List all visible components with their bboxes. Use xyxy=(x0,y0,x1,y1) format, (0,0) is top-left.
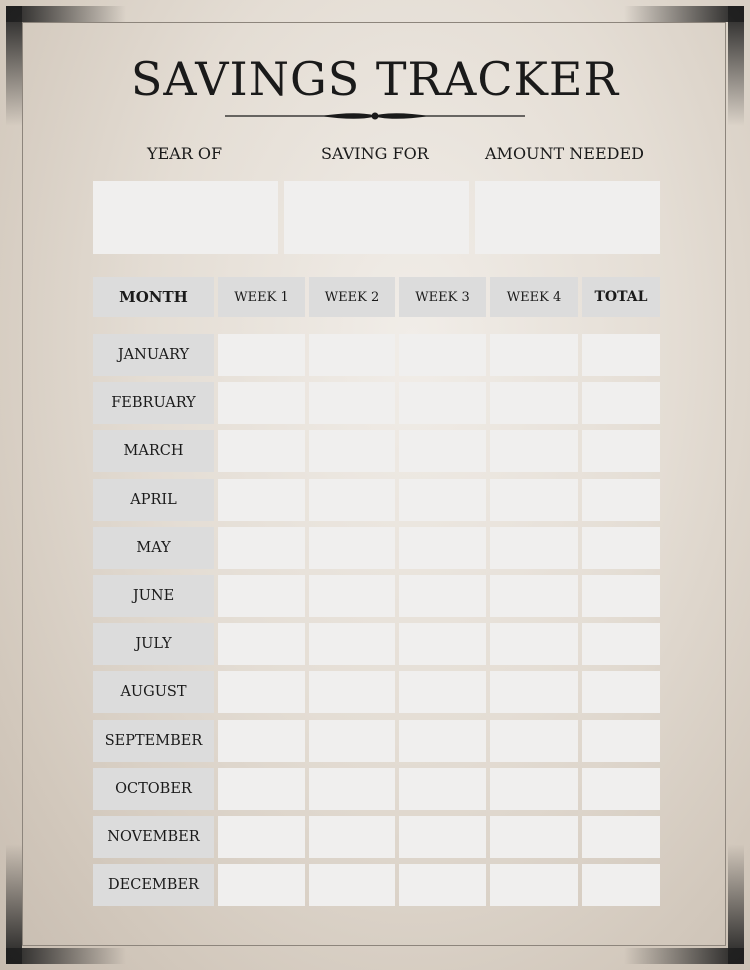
table-cell-march-week-1[interactable] xyxy=(218,430,305,472)
table-cell-september-week-4[interactable] xyxy=(490,720,578,762)
table-cell-may-week-3[interactable] xyxy=(399,527,486,569)
table-cell-july-week-4[interactable] xyxy=(490,623,578,665)
table-cell-november-week-4[interactable] xyxy=(490,816,578,858)
table-cell-june-week-3[interactable] xyxy=(399,575,486,617)
table-cell-may-week-1[interactable] xyxy=(218,527,305,569)
table-cell-march-total[interactable] xyxy=(582,430,660,472)
week-1-header: WEEK 1 xyxy=(218,277,305,317)
page-title: SAVINGS TRACKER xyxy=(130,52,620,106)
table-cell-february-week-3[interactable] xyxy=(399,382,486,424)
table-cell-june-week-2[interactable] xyxy=(309,575,395,617)
table-cell-march-week-4[interactable] xyxy=(490,430,578,472)
month-header: MONTH xyxy=(93,277,214,317)
table-cell-july-week-1[interactable] xyxy=(218,623,305,665)
table-cell-december-total[interactable] xyxy=(582,864,660,906)
year-of-label: YEAR OF xyxy=(147,144,223,163)
month-label-july: JULY xyxy=(93,623,214,665)
table-cell-january-week-2[interactable] xyxy=(309,334,395,376)
month-label-october: OCTOBER xyxy=(93,768,214,810)
table-cell-october-week-3[interactable] xyxy=(399,768,486,810)
week-4-header: WEEK 4 xyxy=(490,277,578,317)
table-cell-march-week-3[interactable] xyxy=(399,430,486,472)
table-cell-july-week-2[interactable] xyxy=(309,623,395,665)
table-cell-october-total[interactable] xyxy=(582,768,660,810)
month-label-february: FEBRUARY xyxy=(93,382,214,424)
month-label-may: MAY xyxy=(93,527,214,569)
table-cell-april-week-2[interactable] xyxy=(309,479,395,521)
table-cell-september-week-1[interactable] xyxy=(218,720,305,762)
saving-for-field[interactable] xyxy=(284,181,469,254)
table-cell-september-total[interactable] xyxy=(582,720,660,762)
title-divider-ornament xyxy=(225,107,525,125)
table-cell-november-week-3[interactable] xyxy=(399,816,486,858)
table-cell-november-week-1[interactable] xyxy=(218,816,305,858)
table-cell-july-total[interactable] xyxy=(582,623,660,665)
table-cell-june-week-1[interactable] xyxy=(218,575,305,617)
total-header: TOTAL xyxy=(582,277,660,317)
table-cell-august-week-4[interactable] xyxy=(490,671,578,713)
table-cell-october-week-1[interactable] xyxy=(218,768,305,810)
amount-needed-field[interactable] xyxy=(475,181,660,254)
table-cell-january-week-3[interactable] xyxy=(399,334,486,376)
table-cell-february-week-1[interactable] xyxy=(218,382,305,424)
table-cell-may-week-4[interactable] xyxy=(490,527,578,569)
month-label-march: MARCH xyxy=(93,430,214,472)
table-cell-december-week-3[interactable] xyxy=(399,864,486,906)
table-cell-august-week-2[interactable] xyxy=(309,671,395,713)
month-label-november: NOVEMBER xyxy=(93,816,214,858)
table-cell-november-week-2[interactable] xyxy=(309,816,395,858)
table-cell-august-week-1[interactable] xyxy=(218,671,305,713)
month-label-september: SEPTEMBER xyxy=(93,720,214,762)
week-3-header: WEEK 3 xyxy=(399,277,486,317)
table-cell-october-week-2[interactable] xyxy=(309,768,395,810)
table-cell-april-total[interactable] xyxy=(582,479,660,521)
month-label-april: APRIL xyxy=(93,479,214,521)
saving-for-label: SAVING FOR xyxy=(321,144,429,163)
table-cell-april-week-4[interactable] xyxy=(490,479,578,521)
table-cell-september-week-3[interactable] xyxy=(399,720,486,762)
month-label-january: JANUARY xyxy=(93,334,214,376)
year-of-field[interactable] xyxy=(93,181,278,254)
table-cell-april-week-1[interactable] xyxy=(218,479,305,521)
table-cell-february-week-4[interactable] xyxy=(490,382,578,424)
table-cell-january-week-1[interactable] xyxy=(218,334,305,376)
table-cell-august-week-3[interactable] xyxy=(399,671,486,713)
table-cell-may-week-2[interactable] xyxy=(309,527,395,569)
table-cell-march-week-2[interactable] xyxy=(309,430,395,472)
table-cell-october-week-4[interactable] xyxy=(490,768,578,810)
table-cell-december-week-4[interactable] xyxy=(490,864,578,906)
table-cell-february-week-2[interactable] xyxy=(309,382,395,424)
table-cell-november-total[interactable] xyxy=(582,816,660,858)
table-cell-july-week-3[interactable] xyxy=(399,623,486,665)
table-cell-may-total[interactable] xyxy=(582,527,660,569)
table-cell-september-week-2[interactable] xyxy=(309,720,395,762)
month-label-december: DECEMBER xyxy=(93,864,214,906)
table-cell-february-total[interactable] xyxy=(582,382,660,424)
week-2-header: WEEK 2 xyxy=(309,277,395,317)
amount-needed-label: AMOUNT NEEDED xyxy=(485,144,644,163)
table-cell-january-week-4[interactable] xyxy=(490,334,578,376)
table-cell-june-week-4[interactable] xyxy=(490,575,578,617)
table-cell-december-week-1[interactable] xyxy=(218,864,305,906)
table-cell-august-total[interactable] xyxy=(582,671,660,713)
table-cell-april-week-3[interactable] xyxy=(399,479,486,521)
table-cell-december-week-2[interactable] xyxy=(309,864,395,906)
table-cell-january-total[interactable] xyxy=(582,334,660,376)
month-label-june: JUNE xyxy=(93,575,214,617)
month-label-august: AUGUST xyxy=(93,671,214,713)
table-cell-june-total[interactable] xyxy=(582,575,660,617)
